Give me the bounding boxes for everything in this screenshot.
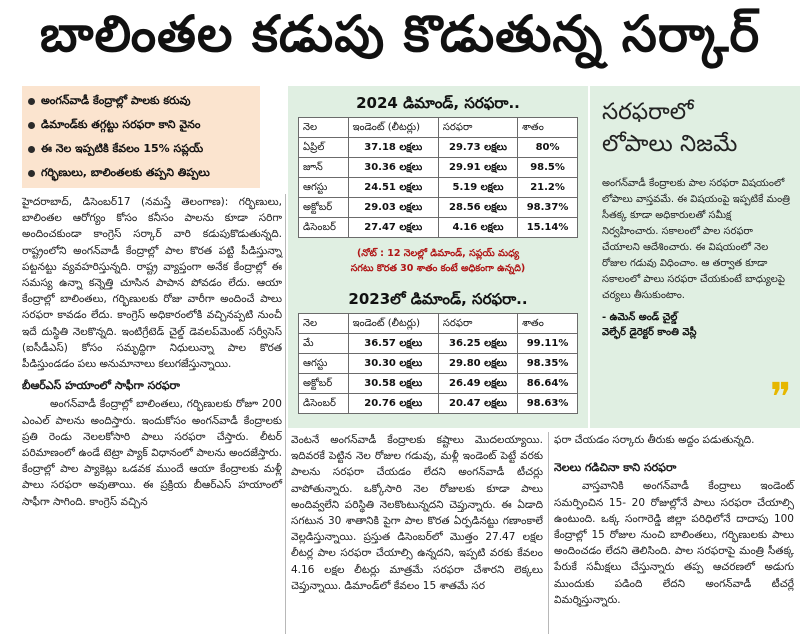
table-header-row: నెల ఇండెంట్ (లీటర్లు) సరఫరా శాతం — [299, 314, 578, 334]
table-row: మే 36.57 లక్షలు 36.25 లక్షలు 99.11% — [299, 334, 578, 354]
subheading: నెలలు గడిచినా కాని సరఫరా — [554, 461, 677, 475]
table-row: అక్టోబర్ 29.03 లక్షలు 28.56 లక్షలు 98.37% — [299, 198, 578, 218]
article-column-1 — [22, 194, 282, 510]
subheading: బీఆర్ఎస్ హయాంలో సాఫీగా సరఫరా — [22, 379, 180, 393]
table-row: ఆగస్టు 24.51 లక్షలు 5.19 లక్షలు 21.2% — [299, 178, 578, 198]
sidebar-box — [590, 86, 800, 428]
article-paragraph: వెంటనే అంగన్‌వాడీ కేంద్రాలకు కష్టాలు మొదలయ్యాయి. ఇదివరకే పెట్టిన నెల రోజుల గడువు, మళ్లీ ఇండెంట్ పెట్టే వరకు పాలను సరఫరా చేయడం లేదని అంగన్‌వాడీ టీచర్లు వాపోతున్నారు. ఒక్కోసారి నెల రోజులకు కూడా పాలు అందివ్వలేని పరిస్థితి నెలకొంటున్నదని చెప్తున్నారు. ఈ ఏడాది సగటున 30 శాతానికి పైగా పాల కొరత ఏర్పడినట్టు గణాంకాలే వెల్లడిస్తున్నాయి. ప్రస్తుత డిసెంబర్‌లో మొత్తం 27.47 లక్షల లీటర్ల పాల సరఫరా చేయాల్సి ఉన్నదని, ఇప్పటి వరకు కేవలం 4.16 లక్షల లీటర్లు మాత్రమే సరఫరా చేశారని లెక్కలు చెప్తున్నాయి. డిమాండ్‌లో కేవలం 15 శాతమే సర — [291, 434, 543, 592]
table-row: అక్టోబర్ 30.58 లక్షలు 26.49 లక్షలు 86.64% — [299, 374, 578, 394]
column-divider — [285, 194, 286, 634]
table-2024-title: 2024 డిమాండ్, సరఫరా.. — [356, 94, 520, 112]
article-paragraph: వాస్తవానికి అంగన్‌వాడీ కేంద్రాలు ఇండెంట్ సమర్పించిన 15- 20 రోజుల్లోనే పాలు సరఫరా చేయాల్సి ఉంటుంది. ఒక్క సంగారెడ్డి జిల్లా పరిధిలోనే దాదాపు 100 కేంద్రాల్లో 15 రోజుల నుంచి బాలింతలు, గర్భిణులకు పాలు అందించడం లేదని తెలిసింది. పాల సరఫరాపై మంత్రి సీతక్క పేరుకే సమీక్షలు చేస్తున్నారు తప్ప ఆచరణలో అడుగు ముందుకు పడింది లేదని అంగన్‌వాడీ టీచర్లే విమర్శిస్తున్నారు. — [554, 480, 794, 606]
bullet-icon — [28, 98, 35, 105]
highlight-item: ఈ నెల ఇప్పటికి కేవలం 15% సప్లయ్ — [26, 137, 256, 161]
table-row: ఆగస్టు 30.30 లక్షలు 29.80 లక్షలు 98.35% — [299, 354, 578, 374]
table-header-row: నెల ఇండెంట్ (లీటర్లు) సరఫరా శాతం — [299, 118, 578, 138]
table-2024 — [298, 117, 578, 238]
sidebar-signature: - ఉమెన్ అండ్ చైల్డ్ వెల్ఫేర్ డైరెక్టర్ కాంతి వెస్లీ — [602, 312, 697, 338]
table-2023-title: 2023లో డిమాండ్, సరఫరా.. — [348, 290, 528, 308]
bullet-icon — [28, 122, 35, 129]
column-divider — [548, 432, 549, 634]
article-paragraph: హైదరాబాద్, డిసెంబర్17 (నమస్తే తెలంగాణ): గర్భిణులు, బాలింతల ఆరోగ్యం కోసం కనీసం పాలను కూడా సరిగా అందించకుండా కాంగ్రెస్ సర్కార్ వారి కడుపుకొడుతున్నది. రాష్ట్రంలోని అంగన్‌వాడీ కేంద్రాల్లో పాల కొరత పట్టి పీడిస్తున్నా పట్టనట్టు వ్యవహరిస్తున్నది. రాష్ట్ర వ్యాప్తంగా అనేక కేంద్రాల్లో ఈ సమస్య ఉన్నా కన్నెత్తి చూసిన పాపాన పోవడం లేదు. ఆయా కేంద్రాల్లో బాలింతలు, గర్భిణులకు రోజు వారీగా అందించే పాలు సరఫరా కావడం లేదు. కాంగ్రెస్ అధికారంలోకి వచ్చినప్పటి నుంచీ ఇదే దుస్థితి నెలకొన్నది. ఇంటిగ్రేటెడ్ చైల్డ్ డెవలప్‌మెంట్ సర్వీసెస్ (ఐసీడీఎస్) కోసం సమృద్ధిగా నిధులున్నా పాల కొరత పీడిస్తుండడం పలు అనుమానాలు కలుగజేస్తున్నాయి. — [22, 196, 282, 371]
article-paragraph: అంగన్‌వాడీ కేంద్రాల్లో బాలింతలు, గర్భిణులకు రోజూ 200 ఎంఎల్ పాలను అందిస్తారు. ఇందుకోసం అంగన్‌వాడీ కేంద్రాలకు ప్రతి రెండు నెలలకోసారి పాలు సరఫరా చేస్తారు. లీటర్ పరిమాణంలో ఉండే టెట్రా ప్యాక్ విధానంలో పాలను అందజేస్తారు. కేంద్రాల్లో పాల ప్యాకెట్లు ఒడవక ముందే ఆయా కేంద్రాలకు మళ్లీ పాలు సరఫరా అవుతాయి. ఈ ప్రక్రియ బీఆర్ఎస్ హయాంలో సాఫీగా సాగింది. కాంగ్రెస్ వచ్చిన — [22, 398, 282, 508]
table-row: జూన్ 30.36 లక్షలు 29.91 లక్షలు 98.5% — [299, 158, 578, 178]
table-row: డిసెంబర్ 20.76 లక్షలు 20.47 లక్షలు 98.63% — [299, 394, 578, 414]
headline: బాలింతల కడుపు కొడుతున్న సర్కార్ — [39, 4, 761, 63]
table-row: డిసెంబర్ 27.47 లక్షలు 4.16 లక్షలు 15.14% — [299, 218, 578, 238]
sidebar-body: అంగన్‌వాడీ కేంద్రాలకు పాల సరఫరా విషయంలో లోపాలు వాస్తవమే. ఈ విషయంపై ఇప్పటికే మంత్రి సీతక్క కూడా అధికారులతో సమీక్ష నిర్వహించారు. సకాలంలో పాల సరఫరా చేయాలని ఆదేశించారు. ఈ విషయంలో నెల రోజుల గడువు విధించాం. ఆ తర్వాత కూడా సకాలంలో పాలు సరఫరా చేయకుంటే బాధ్యులపై చర్యలు తీసుకుంటాం. — [602, 178, 790, 301]
highlight-item: గర్భిణులు, బాలింతలకు తప్పని తిప్పలు — [26, 161, 256, 185]
bullet-icon — [28, 170, 35, 177]
article-paragraph: ఫరా చేయడం సర్కారు తీరుకు అద్దం పడుతున్నది. — [554, 434, 755, 446]
sidebar-title: సరఫరాలో లోపాలు నిజమే — [602, 99, 738, 157]
highlight-item: డిమాండ్‌కు తగ్గట్టు సరఫరా కాని వైనం — [26, 113, 256, 137]
table-2023 — [298, 313, 578, 414]
highlights-box — [22, 86, 260, 188]
highlight-item: అంగన్‌వాడీ కేంద్రాల్లో పాలకు కరువు — [26, 89, 256, 113]
table-note: (నోట్ : 12 నెలల్లో డిమాండ్, సప్లయ్ మధ్య సగటు కొరత 30 శాతం కంటే అధికంగా ఉన్నది) — [350, 248, 526, 274]
quote-mark-icon: ❞ — [770, 375, 792, 421]
bullet-icon — [28, 146, 35, 153]
article-column-2 — [291, 432, 543, 594]
table-row: ఏప్రిల్ 37.18 లక్షలు 29.73 లక్షలు 80% — [299, 138, 578, 158]
data-tables-box — [288, 86, 588, 428]
article-column-3 — [554, 432, 794, 608]
